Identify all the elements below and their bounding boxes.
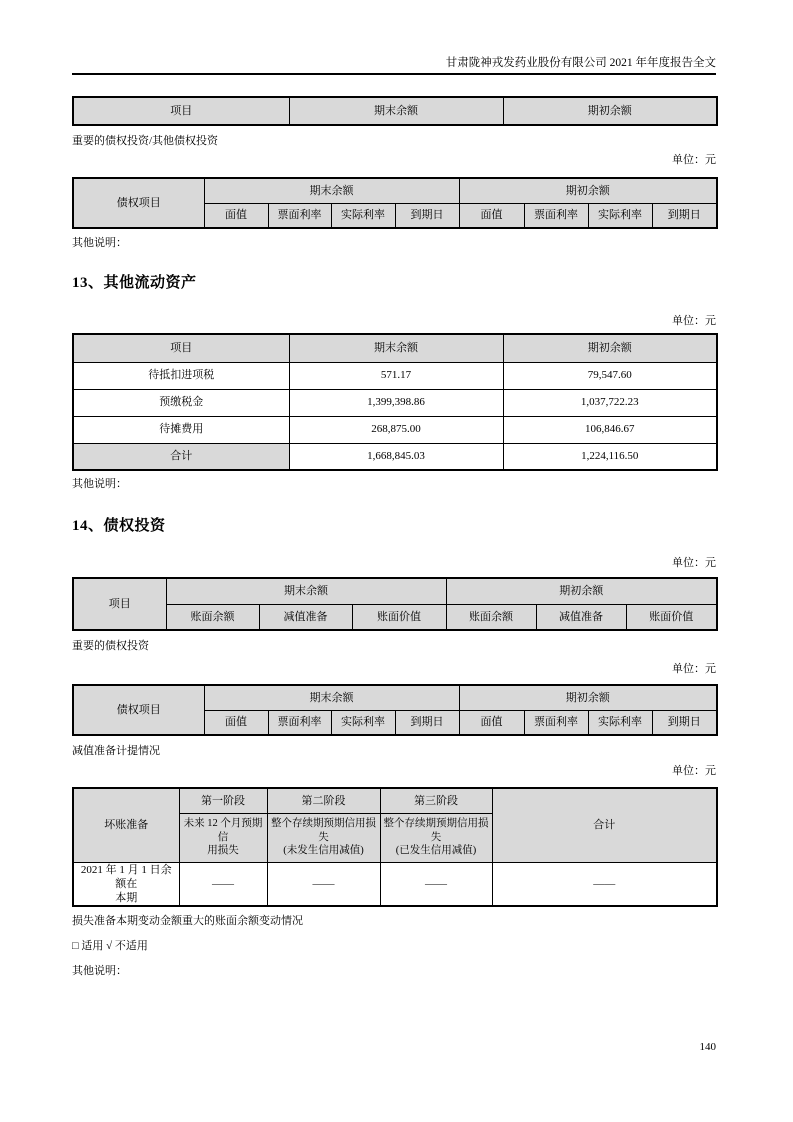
bdp-stage-3-desc-line2: (已发生信用减值) (395, 845, 477, 857)
debt1-sub-face-b: 面值 (459, 203, 524, 228)
oca-row0-begin: 79,547.60 (503, 362, 717, 389)
dinv-group-end: 期末余额 (166, 578, 446, 604)
unit-label-1: 单位：元 (672, 154, 716, 166)
debt1-sub-coupon-b: 票面利率 (524, 203, 588, 228)
bdp-stage-1-desc-line2: 用损失 (207, 845, 239, 857)
oca-row1-end: 1,399,398.86 (289, 389, 503, 416)
oca-row0-end: 571.17 (289, 362, 503, 389)
table-other-current-assets (72, 333, 718, 471)
debt2-item-col: 债权项目 (73, 685, 204, 735)
debt1-sub-real: 实际利率 (331, 203, 395, 228)
debt1-sub-real-b: 实际利率 (588, 203, 652, 228)
debt1-sub-due-b: 到期日 (652, 203, 717, 228)
page-number: 140 (699, 1041, 716, 1053)
dinv-sub-impair-b: 减值准备 (536, 604, 626, 630)
oca-row2-end: 268,875.00 (289, 416, 503, 443)
dinv-sub-impair: 减值准备 (259, 604, 352, 630)
oca-total-end: 1,668,845.03 (289, 443, 503, 470)
unit-label-4: 单位：元 (672, 663, 716, 675)
bdp-stage-1: 第一阶段 (179, 788, 267, 813)
bdp-row-label (73, 862, 179, 906)
table-bad-debt-provision (72, 787, 718, 907)
table-debt-items-1 (72, 177, 718, 229)
debt2-sub-due-b: 到期日 (652, 710, 717, 735)
bdp-dash-stage2: —— (267, 862, 380, 906)
oca-row2-item: 待摊费用 (73, 416, 289, 443)
bdp-dash-total: —— (492, 862, 717, 906)
debt1-sub-coupon: 票面利率 (268, 203, 331, 228)
debt1-group-begin: 期初余额 (459, 178, 717, 203)
bdp-dash-stage3: —— (380, 862, 492, 906)
debt2-group-end: 期末余额 (204, 685, 459, 710)
page-header-title: 甘肃陇神戎发药业股份有限公司 2021 年年度报告全文 (445, 57, 716, 69)
debt2-sub-coupon: 票面利率 (268, 710, 331, 735)
oca-header-end: 期末余额 (289, 334, 503, 362)
debt2-sub-face: 面值 (204, 710, 268, 735)
bdp-stage-1-desc (179, 813, 267, 862)
table-row (73, 862, 717, 906)
oca-header-begin: 期初余额 (503, 334, 717, 362)
table-debt-items-2 (72, 684, 718, 736)
dinv-group-begin: 期初余额 (446, 578, 717, 604)
carryover-header-item: 项目 (73, 97, 289, 125)
debt2-group-begin: 期初余额 (459, 685, 717, 710)
debt1-sub-due: 到期日 (395, 203, 459, 228)
debt2-sub-coupon-b: 票面利率 (524, 710, 588, 735)
other-notes-1: 其他说明： (72, 237, 127, 249)
bdp-row-label-line2: 本期 (115, 892, 138, 905)
table-debt-investment (72, 577, 718, 631)
bdp-stage-3-desc-line1: 整个存续期预期信用损失 (383, 818, 489, 843)
oca-row0-item: 待抵扣进项税 (73, 362, 289, 389)
debt1-item-col: 债权项目 (73, 178, 204, 228)
bdp-total-col: 合计 (492, 788, 717, 862)
dinv-sub-balance: 账面余额 (166, 604, 259, 630)
bdp-stage-2-desc (267, 813, 380, 862)
header-rule (72, 73, 716, 75)
important-debt-label: 重要的债权投资 (72, 640, 149, 652)
oca-row2-begin: 106,846.67 (503, 416, 717, 443)
debt2-sub-real: 实际利率 (331, 710, 395, 735)
table-carryover (72, 96, 718, 126)
debt1-group-end: 期末余额 (204, 178, 459, 203)
bdp-row-label-line1: 2021 年 1 月 1 日余额在 (80, 863, 172, 890)
oca-header-item: 项目 (73, 334, 289, 362)
applicable-checkline: □ 适用 √ 不适用 (72, 940, 148, 952)
oca-total-item: 合计 (73, 443, 289, 470)
bdp-stage-3-desc (380, 813, 492, 862)
table-row (73, 362, 717, 389)
unit-label-3: 单位：元 (672, 557, 716, 569)
table-row (73, 416, 717, 443)
other-notes-2: 其他说明： (72, 478, 127, 490)
table-row (73, 389, 717, 416)
bdp-stage-1-desc-line1: 未来 12 个月预期信 (183, 818, 263, 843)
debt2-sub-due: 到期日 (395, 710, 459, 735)
dinv-item-col: 项目 (73, 578, 166, 630)
unit-label-2: 单位：元 (672, 315, 716, 327)
carryover-header-begin: 期初余额 (503, 97, 717, 125)
debt1-sub-face: 面值 (204, 203, 268, 228)
dinv-sub-value: 账面价值 (352, 604, 446, 630)
bdp-stage-3: 第三阶段 (380, 788, 492, 813)
other-notes-3: 其他说明： (72, 965, 127, 977)
carryover-header-end: 期末余额 (289, 97, 503, 125)
impairment-provision-label: 减值准备计提情况 (72, 745, 160, 757)
bdp-stage-2-desc-line1: 整个存续期预期信用损失 (271, 818, 376, 843)
debt2-sub-face-b: 面值 (459, 710, 524, 735)
bdp-dash-stage1: —— (179, 862, 267, 906)
table-row-total (73, 443, 717, 470)
bdp-stage-2-desc-line2: (未发生信用减值) (283, 845, 364, 857)
important-debt-other-label: 重要的债权投资/其他债权投资 (72, 135, 219, 147)
oca-total-begin: 1,224,116.50 (503, 443, 717, 470)
oca-row1-begin: 1,037,722.23 (503, 389, 717, 416)
bdp-stage-2: 第二阶段 (267, 788, 380, 813)
oca-row1-item: 预缴税金 (73, 389, 289, 416)
dinv-sub-value-b: 账面价值 (626, 604, 717, 630)
loss-provision-change-label: 损失准备本期变动金额重大的账面余额变动情况 (72, 915, 303, 927)
debt2-sub-real-b: 实际利率 (588, 710, 652, 735)
dinv-sub-balance-b: 账面余额 (446, 604, 536, 630)
unit-label-5: 单位：元 (672, 765, 716, 777)
bdp-item-col: 坏账准备 (73, 788, 179, 862)
section-13-title: 13、其他流动资产 (72, 275, 197, 291)
section-14-title: 14、债权投资 (72, 518, 166, 534)
